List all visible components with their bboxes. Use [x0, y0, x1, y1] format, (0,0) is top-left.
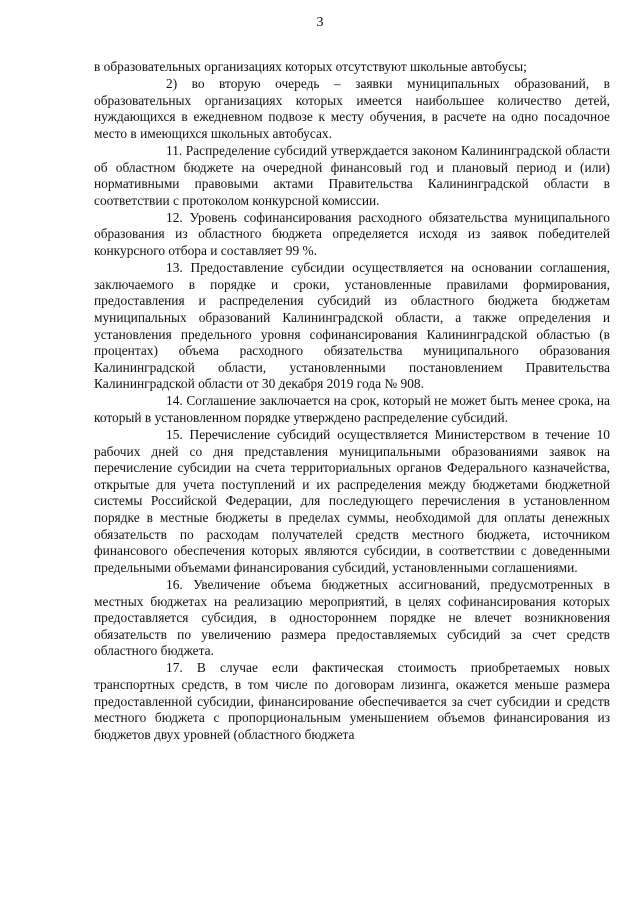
paragraph-text: Уровень софинансирования расходного обязательства муниципального образования из областного бюджета определяется исходя из заявок победителей конкурсного отбора и составляет 99 %. — [94, 209, 610, 259]
paragraph-number: 14. — [166, 393, 183, 409]
paragraph-12 — [94, 210, 610, 260]
document-body — [94, 59, 610, 744]
paragraph-11 — [94, 143, 610, 209]
paragraph-number: 17. — [166, 660, 183, 676]
paragraph-text: Соглашение заключается на срок, который не может быть менее срока, на который в установленном порядке утверждено распределение субсидий. — [94, 393, 611, 425]
paragraph-text: в образовательных организациях которых отсутствуют школьные автобусы; — [94, 59, 527, 74]
paragraph-13 — [94, 260, 610, 393]
paragraph-text: Увеличение объема бюджетных ассигнований, предусмотренных в местных бюджетах на реализацию мероприятий, в целях софинансирования которых предоставляется субсидия, в одностороннем порядке не влечет возникновения обязательств по увеличению размера предоставляемых субсидий за счет средств областного бюджета. — [94, 576, 610, 659]
paragraph-16 — [94, 577, 610, 660]
paragraph-number: 16. — [166, 576, 183, 592]
paragraph-text: во вторую очередь – заявки муниципальных образований, в образовательных организациях которых имеется наибольшее количество детей, нуждающихся в ежедневном подвозе к месту обучения, в расчете на одно посадочное место в имеющихся школьных автобусах. — [94, 76, 610, 141]
paragraph-number: 13. — [166, 260, 183, 276]
paragraph-text: В случае если фактическая стоимость приобретаемых новых транспортных средств, в том числе по договорам лизинга, окажется меньше размера предоставленной субсидии, финансирование обеспечивается за счет субсидии и средств местного бюджета с пропорциональным уменьшением объемов финансирования из бюджетов двух уровней (областного бюджета — [94, 660, 610, 742]
paragraph-text: Перечисление субсидий осуществляется Министерством в течение 10 рабочих дней со дня представления муниципальными образованиями заявок на перечисление субсидии на счета территориальных органов Федерального казначейства, открытые для учета поступлений и их распределения между бюджетами бюджетной системы Российской Федерации, для последующего перечисления в установленном порядке в местные бюджеты в пределах суммы, необходимой для оплаты денежных обязательств по расходам получателей средств местного бюджета, источником финансового обеспечения которых являются субсидии, в соответствии с доведенными предельными объемами финансирования субсидий, установленными соглашениями. — [94, 427, 610, 575]
paragraph-number: 11. — [166, 142, 183, 158]
page-number: 3 — [316, 15, 324, 30]
paragraph-number: 15. — [166, 427, 183, 443]
paragraph-number: 2) — [166, 76, 178, 92]
paragraph-17 — [94, 660, 610, 743]
paragraph-item-2 — [94, 76, 610, 142]
paragraph-text: Распределение субсидий утверждается законом Калининградской области об областном бюджете на очередной финансовый год и плановый период и (или) нормативными правовыми актами Правительства Калининградской области в соответствии с протоколом конкурсной комиссии. — [94, 142, 610, 208]
paragraph-15 — [94, 427, 610, 576]
paragraph-text: Предоставление субсидии осуществляется на основании соглашения, заключаемого в порядке и сроки, установленные правилами формирования, предоставления и распределения субсидий из областного бюджета бюджетам муниципальных образований Калининградской области, а также определения и установления предельного уровня софинансирования Калининградской областью (в процентах) объема расходного обязательства муниципального образования Калининградской области, установленными постановлением Правительства Калининградской области от 30 декабря 2019 года № 908. — [94, 260, 610, 392]
paragraph-continuation — [94, 59, 610, 76]
paragraph-number: 12. — [166, 209, 183, 225]
paragraph-14 — [94, 393, 610, 426]
